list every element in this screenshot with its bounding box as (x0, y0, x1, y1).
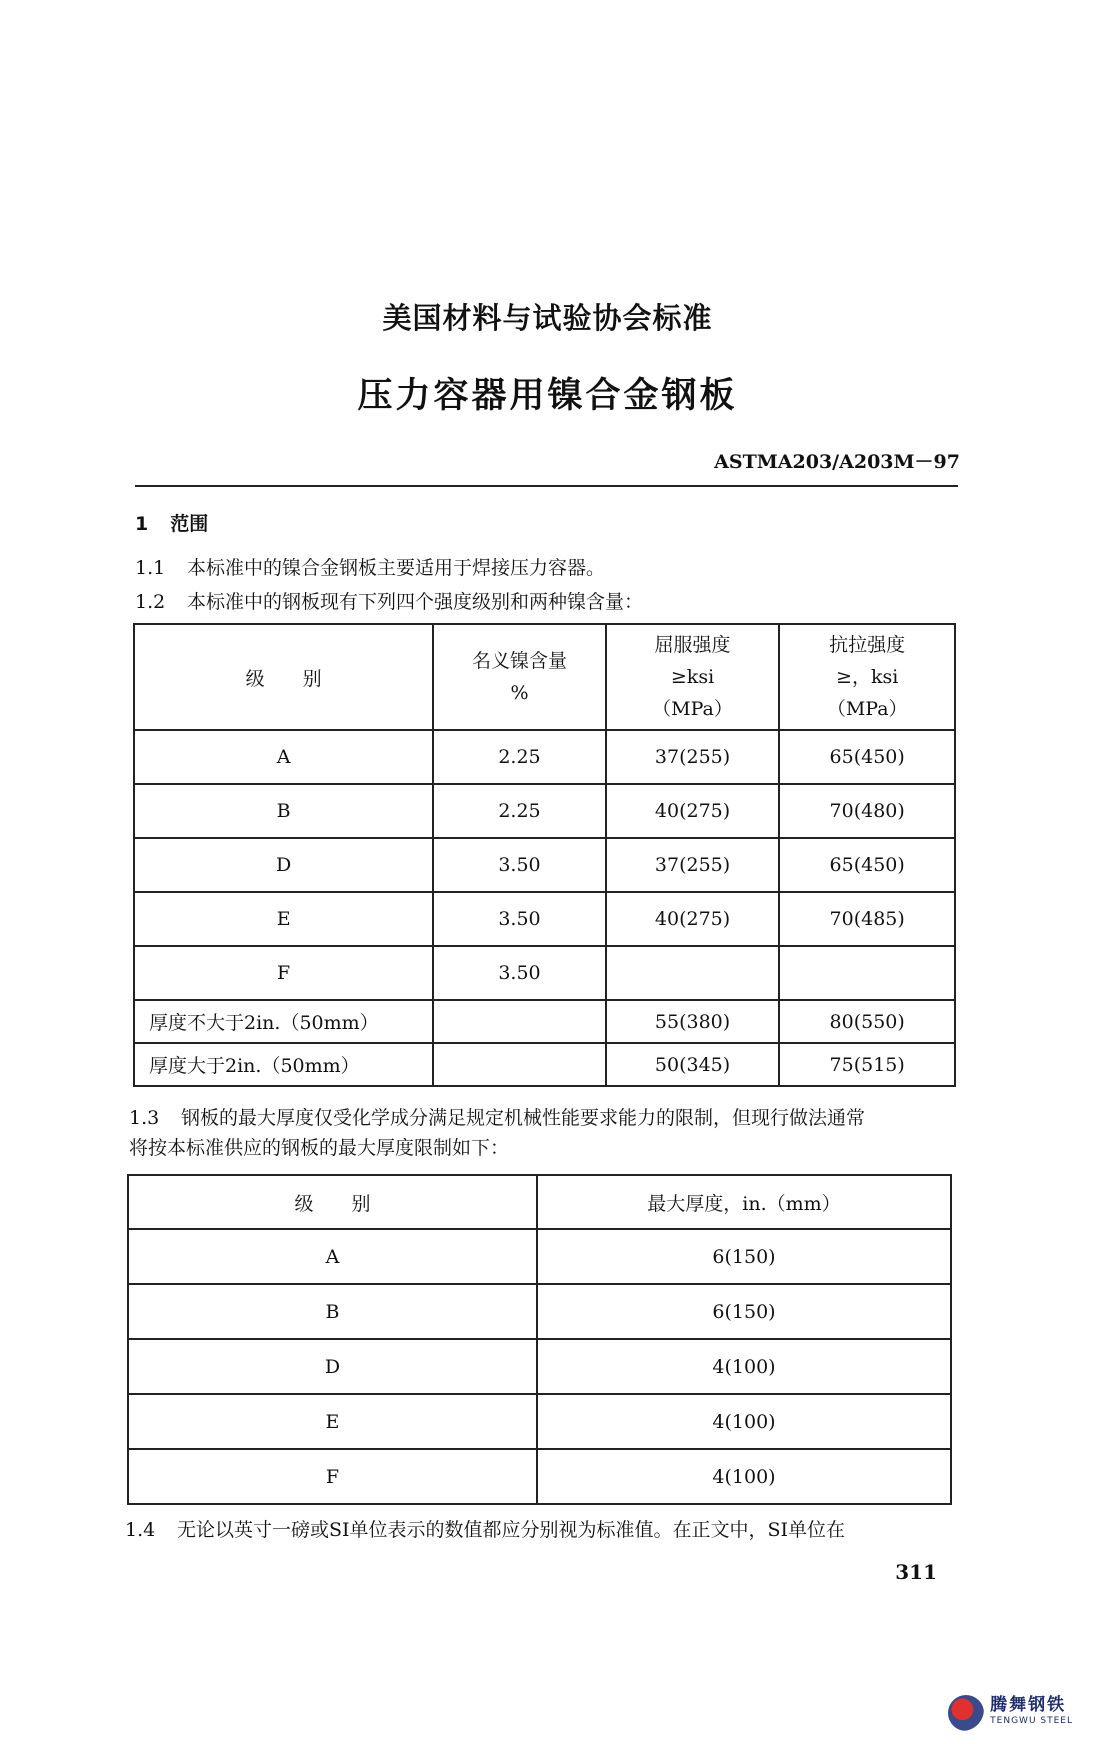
logo-name-en: TENGWU STEEL (990, 1716, 1073, 1726)
watermark-logo (948, 1695, 1073, 1731)
header-rule (135, 485, 958, 487)
paragraph-1-4 (125, 1515, 845, 1545)
header-tensile-label: 抗拉强度 (829, 634, 906, 656)
paragraph-text: 无论以英寸一磅或SI单位表示的数值都应分别视为标准值。在正文中，SI单位在 (177, 1519, 846, 1541)
paragraph-number: 1.2 (135, 591, 166, 613)
table-row (134, 892, 955, 946)
standard-org-title: 美国材料与试验协会标准 (382, 301, 713, 335)
max-thickness-table (127, 1174, 952, 1505)
paragraph-number: 1.3 (129, 1107, 160, 1129)
logo-name-cn: 腾舞钢铁 (990, 1695, 1067, 1715)
cell-grade: D (134, 838, 433, 892)
cell-yield: 37(255) (606, 730, 780, 784)
paragraph-1-2 (135, 587, 643, 617)
table-row (128, 1394, 951, 1449)
table-row (128, 1449, 951, 1504)
table-header-row (128, 1175, 951, 1229)
section-number: 1 (135, 513, 149, 535)
paragraph-text: 本标准中的镍合金钢板主要适用于焊接压力容器。 (187, 557, 606, 579)
cell-thickness-label: 厚度大于2in.（50mm） (134, 1043, 433, 1086)
logo-icon (948, 1695, 984, 1731)
cell-tensile: 80(550) (779, 1000, 955, 1043)
table-row (134, 838, 955, 892)
paragraph-number: 1.4 (125, 1519, 156, 1541)
table-row (134, 1043, 955, 1086)
paragraph-1-3 (129, 1103, 865, 1163)
cell-empty (433, 1000, 605, 1043)
header-yield-unit-si: （MPa） (652, 698, 733, 720)
section-heading (135, 509, 208, 536)
header-max-thickness: 最大厚度，in.（mm） (537, 1175, 951, 1229)
header-yield-unit: ≥ksi (670, 666, 715, 688)
cell-nickel: 2.25 (433, 730, 605, 784)
table-row (128, 1284, 951, 1339)
cell-grade: B (128, 1284, 537, 1339)
table-row (134, 1000, 955, 1043)
cell-yield: 50(345) (606, 1043, 780, 1086)
header-yield-label: 屈服强度 (654, 634, 731, 656)
strength-grade-table (133, 623, 956, 1087)
cell-max-thickness: 6(150) (537, 1229, 951, 1284)
cell-grade: E (134, 892, 433, 946)
cell-grade: E (128, 1394, 537, 1449)
cell-grade: F (128, 1449, 537, 1504)
cell-nickel: 3.50 (433, 838, 605, 892)
paragraph-number: 1.1 (135, 557, 166, 579)
paragraph-text: 钢板的最大厚度仅受化学成分满足规定机械性能要求能力的限制，但现行做法通常 (181, 1107, 866, 1129)
paragraph-text: 本标准中的钢板现有下列四个强度级别和两种镍含量： (187, 591, 644, 613)
header-nickel-unit: % (510, 682, 529, 704)
header-tensile-unit: ≥，ksi (836, 666, 899, 688)
header-grade: 级 别 (134, 624, 433, 730)
table-row (134, 730, 955, 784)
cell-tensile: 70(480) (779, 784, 955, 838)
header-nickel-label: 名义镍含量 (471, 650, 567, 672)
cell-max-thickness: 6(150) (537, 1284, 951, 1339)
cell-max-thickness: 4(100) (537, 1449, 951, 1504)
header-grade: 级 别 (128, 1175, 537, 1229)
cell-tensile: 65(450) (779, 838, 955, 892)
cell-grade: F (134, 946, 433, 1000)
paragraph-line-1 (129, 1103, 865, 1133)
paragraph-1-1 (135, 553, 605, 583)
cell-yield: 37(255) (606, 838, 780, 892)
header-yield (606, 624, 780, 730)
cell-yield: 40(275) (606, 892, 780, 946)
table-header-row (134, 624, 955, 730)
table-row (128, 1339, 951, 1394)
cell-grade: A (134, 730, 433, 784)
logo-text (990, 1697, 1073, 1729)
cell-nickel: 3.50 (433, 892, 605, 946)
cell-tensile (779, 946, 955, 1000)
page-number: 311 (895, 1560, 937, 1584)
header-tensile-unit-si: （MPa） (826, 698, 908, 720)
header-tensile (779, 624, 955, 730)
cell-grade: A (128, 1229, 537, 1284)
cell-yield: 40(275) (606, 784, 780, 838)
cell-yield: 55(380) (606, 1000, 780, 1043)
cell-max-thickness: 4(100) (537, 1394, 951, 1449)
section-title: 范围 (170, 513, 209, 535)
standard-number: ASTMA203/A203M－97 (714, 451, 960, 473)
header-nickel (433, 624, 605, 730)
paragraph-line-2: 将按本标准供应的钢板的最大厚度限制如下： (129, 1137, 510, 1159)
cell-yield (606, 946, 780, 1000)
table-row (134, 946, 955, 1000)
cell-grade: D (128, 1339, 537, 1394)
cell-nickel: 3.50 (433, 946, 605, 1000)
cell-tensile: 75(515) (779, 1043, 955, 1086)
cell-thickness-label: 厚度不大于2in.（50mm） (134, 1000, 433, 1043)
document-title: 压力容器用镍合金钢板 (357, 376, 738, 416)
cell-empty (433, 1043, 605, 1086)
cell-tensile: 70(485) (779, 892, 955, 946)
cell-grade: B (134, 784, 433, 838)
cell-max-thickness: 4(100) (537, 1339, 951, 1394)
table-row (128, 1229, 951, 1284)
cell-tensile: 65(450) (779, 730, 955, 784)
cell-nickel: 2.25 (433, 784, 605, 838)
table-row (134, 784, 955, 838)
